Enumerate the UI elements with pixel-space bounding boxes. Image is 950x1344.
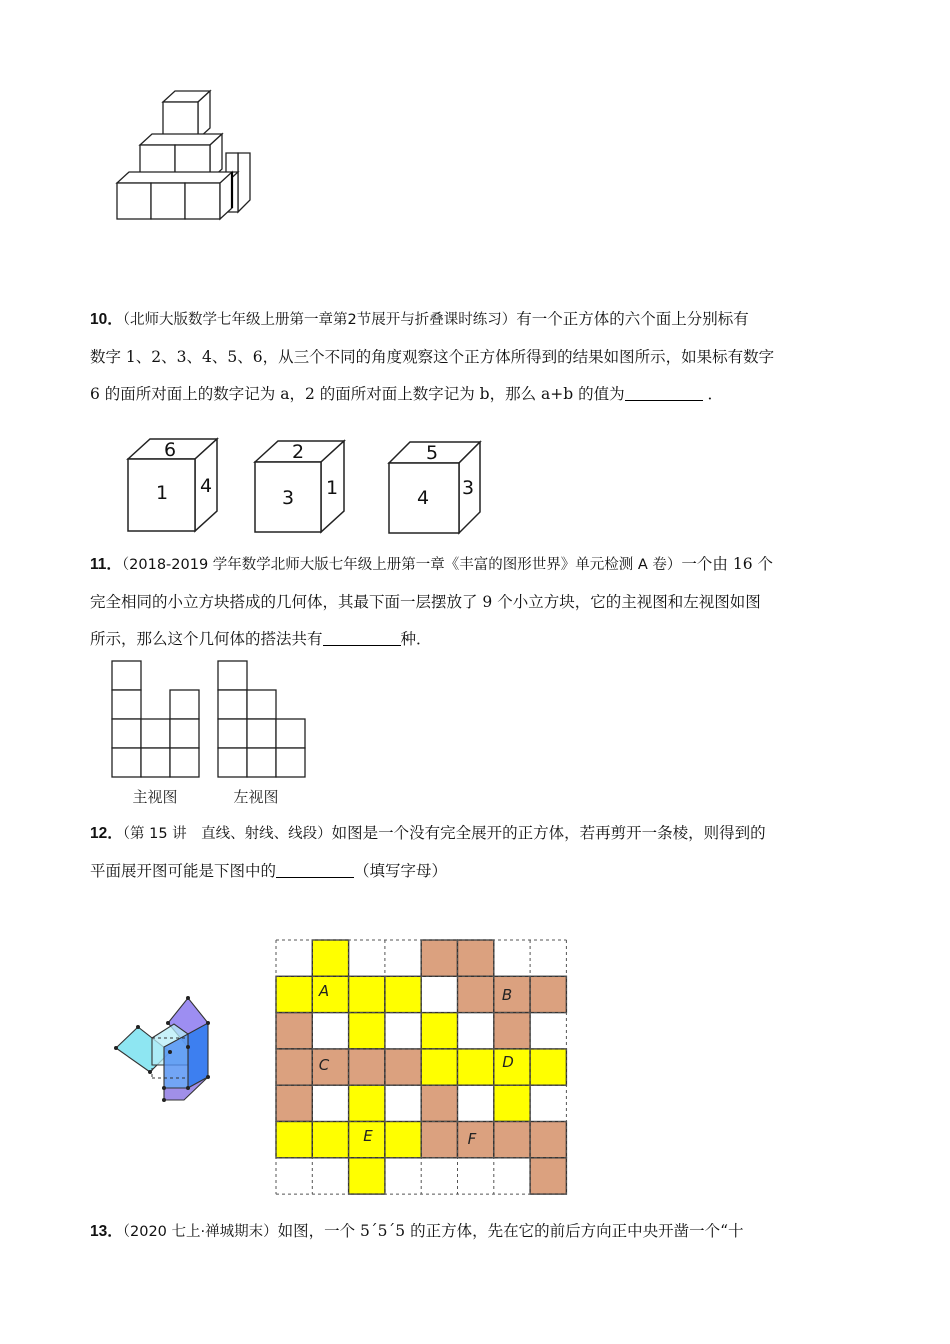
q10-text-3: 6 的面所对面上的数字记为 a，2 的面所对面上数字记为 b，那么 a+b 的值为 [90, 385, 625, 403]
net-cell [421, 1122, 457, 1158]
dice-3-side: 3 [461, 477, 475, 499]
net-cell [349, 1158, 385, 1194]
q11-line-3 [90, 621, 870, 658]
dice-1-front: 1 [155, 482, 169, 504]
q12-answer-blank[interactable] [276, 859, 354, 878]
front-view-label: 主视图 [132, 788, 178, 806]
q12-text-2-end: （填写字母） [354, 862, 448, 880]
q10-dice-figure [120, 432, 490, 537]
left-view-label: 左视图 [233, 788, 279, 806]
net-cell [458, 976, 494, 1012]
net-cell [312, 1049, 348, 1085]
q11-line-1 [90, 546, 870, 584]
net-label-a: A [318, 982, 330, 1000]
q12-unfolded-cube-figure [108, 990, 238, 1105]
q13-line-1 [90, 1213, 870, 1251]
net-label-d: D [502, 1053, 514, 1071]
net-cell [312, 1122, 348, 1158]
net-cell [530, 1049, 566, 1085]
net-cell [276, 976, 312, 1012]
net-cell [349, 1085, 385, 1121]
question-11 [90, 546, 870, 658]
q11-source: （2018-2019 学年数学北师大版七年级上册第一章《丰富的图形世界》单元检测 A 卷） [121, 557, 682, 573]
q11-answer-blank[interactable] [323, 627, 401, 646]
q11-number: 11． [90, 556, 122, 573]
q11-views-figure [108, 658, 313, 810]
question-12 [90, 815, 870, 890]
net-cell [494, 1085, 530, 1121]
q12-number: 12． [90, 825, 123, 842]
q10-line-1 [90, 301, 870, 339]
net-cell [385, 1122, 421, 1158]
q10-number: 10． [90, 311, 123, 328]
net-cell [349, 1013, 385, 1049]
q10-answer-blank[interactable] [625, 382, 703, 401]
q12-text-1: 如图是一个没有完全展开的正方体，若再剪开一条棱，则得到的 [331, 824, 766, 842]
dice-1-side: 4 [199, 475, 213, 497]
dice-2-side: 1 [325, 477, 339, 499]
net-label-f: F [467, 1130, 477, 1148]
net-cell [530, 1122, 566, 1158]
q13-text-1: 如图，一个 5´5´5 的正方体，先在它的前后方向正中央开凿一个“十 [277, 1222, 744, 1240]
net-cell [385, 1049, 421, 1085]
net-cell [312, 976, 348, 1012]
net-cell [349, 1049, 385, 1085]
dice-2-top: 2 [291, 441, 305, 463]
question-10 [90, 301, 870, 413]
q11-text-1: 一个由 16 个 [681, 555, 773, 573]
q12-text-2: 平面展开图可能是下图中的 [90, 862, 277, 880]
q13-number: 13． [90, 1223, 123, 1240]
net-cell [276, 1049, 312, 1085]
q10-text-3-end: ． [707, 385, 724, 403]
net-label-c: C [318, 1056, 330, 1074]
net-cell [421, 1013, 457, 1049]
net-cell [530, 1158, 566, 1194]
net-cell [421, 940, 457, 976]
stacked-cubes-figure [108, 88, 258, 223]
net-cell [276, 1013, 312, 1049]
net-cell [349, 976, 385, 1012]
net-cell [458, 1049, 494, 1085]
net-label-e: E [363, 1127, 373, 1145]
q11-text-2: 完全相同的小立方块搭成的几何体，其最下面一层摆放了 9 个小立方块，它的主视图和左视图如图 [90, 593, 761, 611]
net-cell [494, 1122, 530, 1158]
net-cell [421, 1049, 457, 1085]
net-cell [421, 1085, 457, 1121]
question-13 [90, 1213, 870, 1251]
dice-2-front: 3 [281, 487, 295, 509]
q11-text-3: 所示，那么这个几何体的搭法共有 [90, 630, 323, 648]
net-label-b: B [501, 986, 513, 1004]
q11-text-3-end: 种． [400, 630, 432, 648]
net-cell [385, 976, 421, 1012]
dice-1-top: 6 [163, 439, 177, 461]
net-cell [494, 1013, 530, 1049]
q12-line-2 [90, 853, 870, 890]
net-cell [458, 940, 494, 976]
dice-3-top: 5 [425, 442, 439, 464]
q10-source: （北师大版数学七年级上册第一章第2节展开与折叠课时练习） [122, 312, 517, 328]
net-cell [312, 940, 348, 976]
net-cell [530, 976, 566, 1012]
q12-line-1 [90, 815, 870, 853]
dice-3-front: 4 [416, 487, 430, 509]
q10-text-1: 有一个正方体的六个面上分别标有 [516, 310, 749, 328]
q13-source: （2020 七上·禅城期末） [122, 1224, 278, 1240]
q12-source: （第 15 讲 直线、射线、线段） [122, 826, 332, 842]
q10-text-2: 数字 1、2、3、4、5、6，从三个不同的角度观察这个正方体所得到的结果如图所示，如果标有数字 [90, 348, 775, 366]
net-cell [276, 1122, 312, 1158]
net-cell [276, 1085, 312, 1121]
q12-nets-grid [272, 936, 568, 1198]
q10-line-3 [90, 376, 870, 413]
